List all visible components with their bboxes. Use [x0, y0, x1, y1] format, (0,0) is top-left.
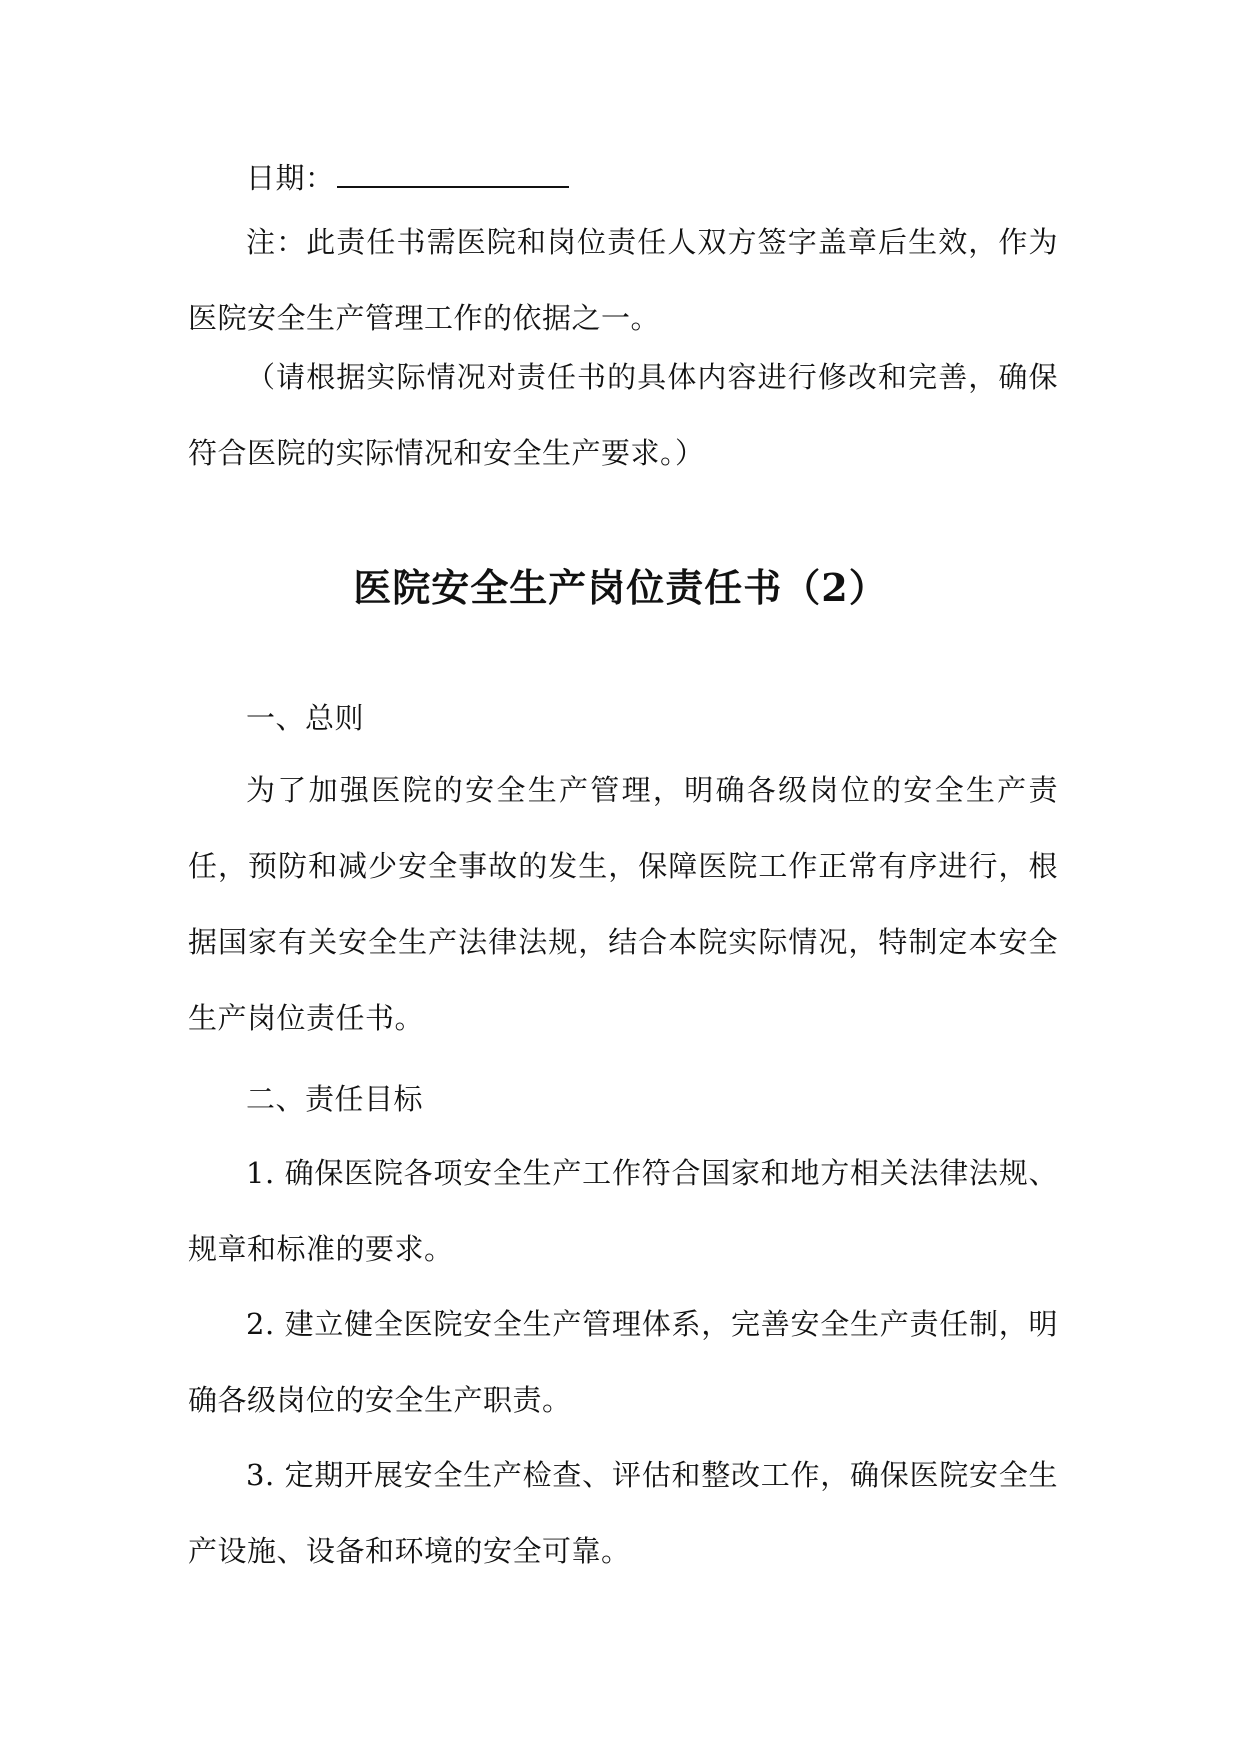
goal-item-1: 1. 确保医院各项安全生产工作符合国家和地方相关法律法规、规章和标准的要求。 [188, 1156, 1058, 1266]
goal-item-2: 2. 建立健全医院安全生产管理体系，完善安全生产责任制，明确各级岗位的安全生产职责。 [188, 1307, 1058, 1417]
general-paragraph: 为了加强医院的安全生产管理，明确各级岗位的安全生产责任，预防和减少安全事故的发生，保障医院工作正常有序进行，根据国家有关安全生产法律法规，结合本院实际情况，特制定本安全生产岗位责任书。 [188, 773, 1058, 1035]
section-heading-general: 一、总则 [246, 701, 365, 735]
goal-item-3: 3. 定期开展安全生产检查、评估和整改工作，确保医院安全生产设施、设备和环境的安全可靠。 [188, 1458, 1058, 1568]
document-title: 医院安全生产岗位责任书（2） [353, 565, 888, 610]
date-blank [337, 164, 569, 188]
date-label: 日期： [246, 161, 335, 195]
section-heading-goals: 二、责任目标 [246, 1082, 424, 1116]
remark-paragraph: （请根据实际情况对责任书的具体内容进行修改和完善，确保符合医院的实际情况和安全生产要求。） [188, 360, 1058, 470]
note-paragraph: 注：此责任书需医院和岗位责任人双方签字盖章后生效，作为医院安全生产管理工作的依据之一。 [188, 225, 1058, 335]
